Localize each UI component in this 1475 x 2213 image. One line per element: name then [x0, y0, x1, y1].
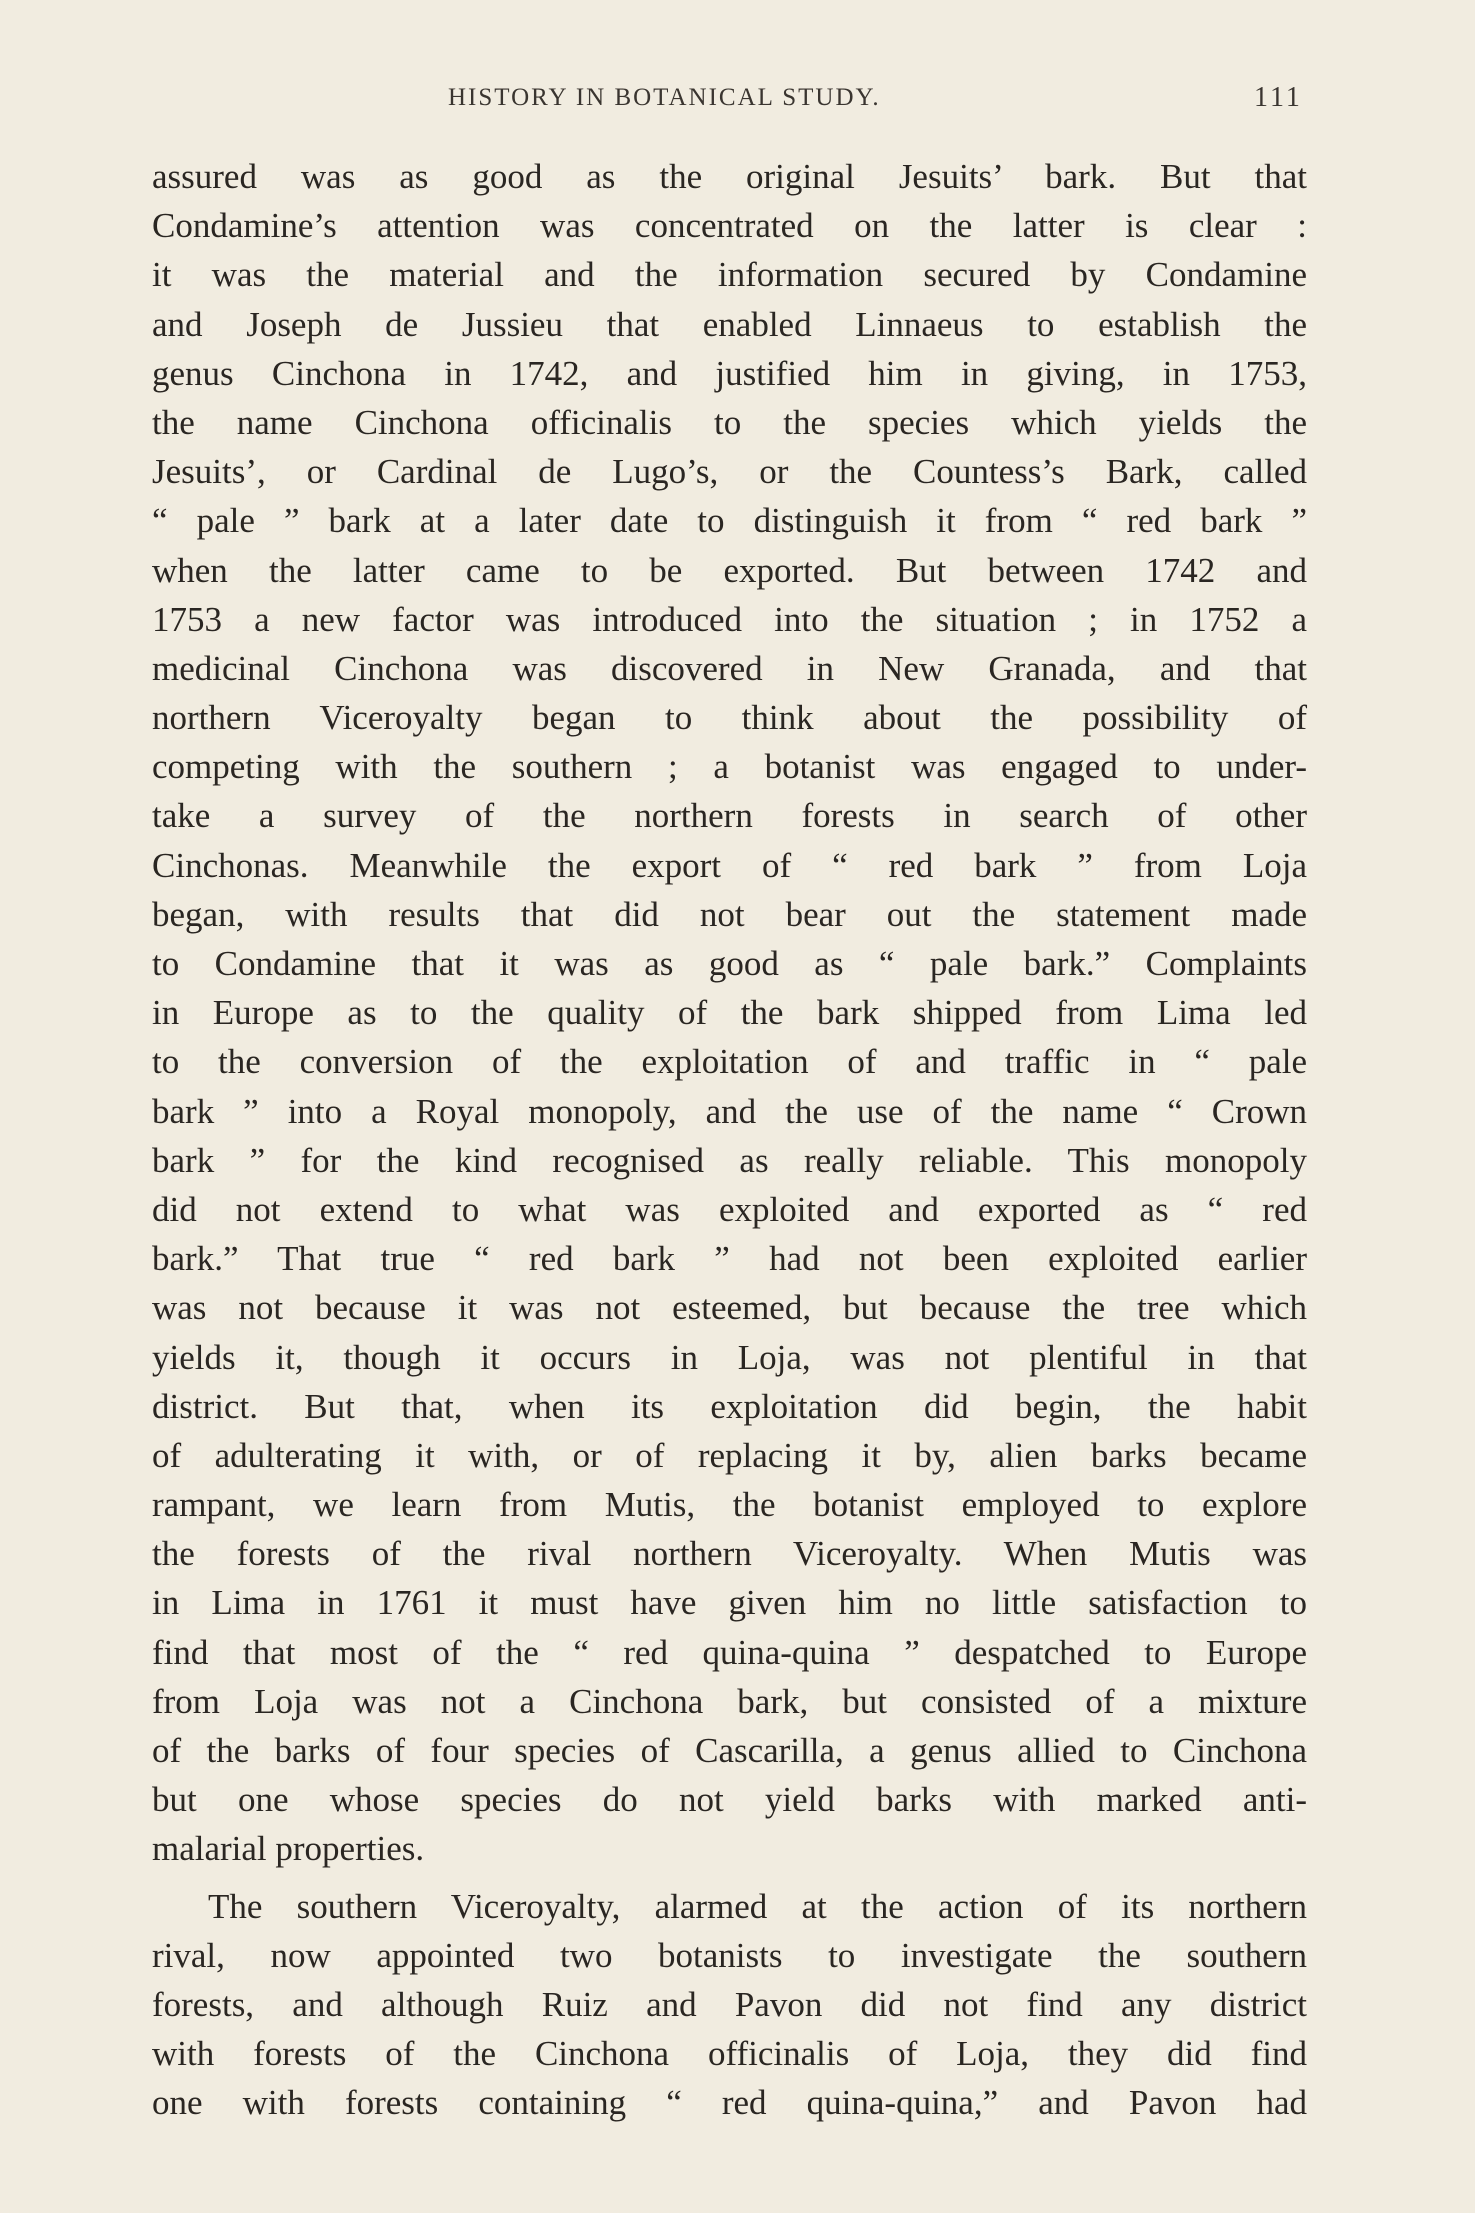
text-line: to Condamine that it was as good as “ pale bark.” Complaints [152, 944, 1307, 983]
text-line: assured was as good as the original Jesuits’ bark. But that [152, 157, 1307, 196]
text-line: northern Viceroyalty began to think about the possibility of [152, 698, 1307, 738]
text-line: The southern Viceroyalty, alarmed at the action of its northern [208, 1886, 1307, 1926]
text-line: Cinchonas. Meanwhile the export of “ red bark ” from Loja [152, 845, 1307, 885]
running-title: HISTORY IN BOTANICAL STUDY. [448, 84, 881, 111]
text-line: of the barks of four species of Cascarilla, a genus allied to Cinchona [152, 1731, 1307, 1770]
text-line: 1753 a new factor was introduced into the situation ; in 1752 a [152, 599, 1307, 639]
text-line: forests, and although Ruiz and Pavon did not find any district [152, 1984, 1307, 2024]
text-line: when the latter came to be exported. But between 1742 and [152, 550, 1307, 590]
text-line: take a survey of the northern forests in search of other [152, 796, 1307, 836]
text-line: district. But that, when its exploitation did begin, the habit [152, 1386, 1307, 1426]
text-line: to the conversion of the exploitation of and traffic in “ pale [152, 1042, 1307, 1082]
text-line: of adulterating it with, or of replacing it by, alien barks became [152, 1435, 1307, 1475]
text-line: was not because it was not esteemed, but because the tree which [152, 1288, 1307, 1328]
text-line: began, with results that did not bear out the statement made [152, 894, 1307, 934]
text-line: “ pale ” bark at a later date to distinguish it from “ red bark ” [152, 501, 1307, 541]
page-number: 111 [1254, 82, 1303, 113]
text-line: Condamine’s attention was concentrated on the latter is clear : [152, 206, 1307, 246]
text-line: yields it, though it occurs in Loja, was not plentiful in that [152, 1337, 1307, 1377]
text-line: did not extend to what was exploited and exported as “ red [152, 1189, 1307, 1229]
text-line: find that most of the “ red quina-quina ” despatched to Europe [152, 1632, 1307, 1672]
text-line: bark ” into a Royal monopoly, and the use of the name “ Crown [152, 1091, 1307, 1131]
text-line: competing with the southern ; a botanist was engaged to under- [152, 747, 1307, 787]
text-line: and Joseph de Jussieu that enabled Linnaeus to establish the [152, 304, 1307, 344]
text-line: it was the material and the information secured by Condamine [152, 255, 1307, 295]
text-line: rival, now appointed two botanists to investigate the southern [152, 1935, 1307, 1975]
text-line: in Lima in 1761 it must have given him no little satisfaction to [152, 1583, 1307, 1623]
text-line: bark.” That true “ red bark ” had not been exploited earlier [152, 1239, 1307, 1279]
text-line: one with forests containing “ red quina-quina,” and Pavon had [152, 2083, 1307, 2123]
text-line: the name Cinchona officinalis to the species which yields the [152, 402, 1307, 442]
text-line: the forests of the rival northern Viceroyalty. When Mutis was [152, 1534, 1307, 1574]
text-line: bark ” for the kind recognised as really reliable. This monopoly [152, 1140, 1307, 1180]
text-line: rampant, we learn from Mutis, the botanist employed to explore [152, 1485, 1307, 1525]
running-header [0, 84, 1475, 120]
text-line: in Europe as to the quality of the bark shipped from Lima led [152, 993, 1307, 1033]
text-line: malarial properties. [152, 1829, 425, 1869]
text-line: but one whose species do not yield barks with marked anti- [152, 1780, 1307, 1820]
text-line: genus Cinchona in 1742, and justified him in giving, in 1753, [152, 353, 1307, 393]
text-line: medicinal Cinchona was discovered in New Granada, and that [152, 648, 1307, 688]
body-text [152, 152, 1307, 2128]
text-line: with forests of the Cinchona officinalis of Loja, they did find [152, 2034, 1307, 2074]
paragraph-1 [152, 152, 1307, 1874]
paragraph-2 [152, 1882, 1307, 2128]
text-line: from Loja was not a Cinchona bark, but consisted of a mixture [152, 1681, 1307, 1721]
text-line: Jesuits’, or Cardinal de Lugo’s, or the Countess’s Bark, called [152, 452, 1307, 492]
